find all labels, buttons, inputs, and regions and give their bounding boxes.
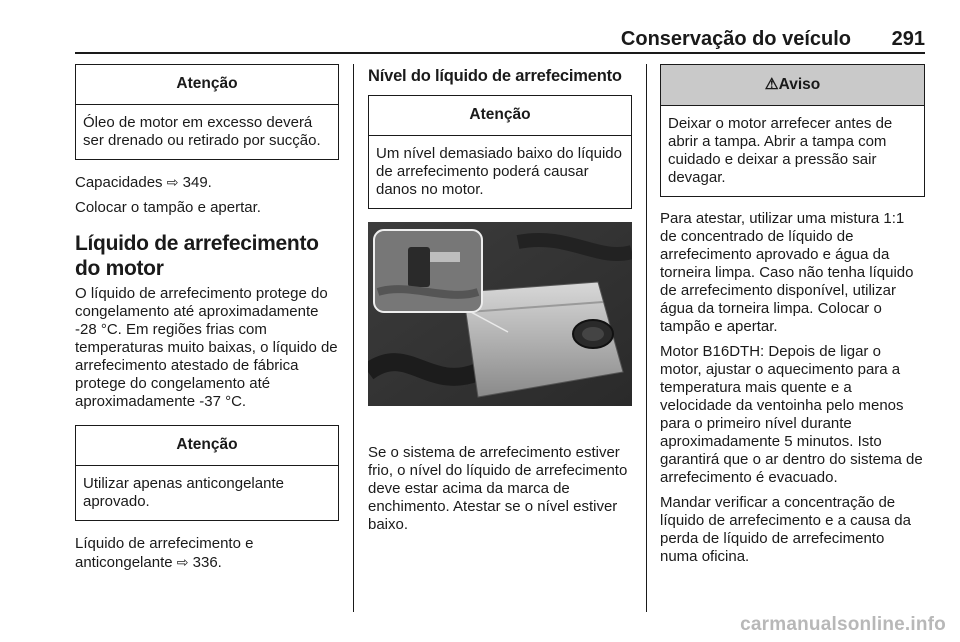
warning-box-title xyxy=(661,65,924,106)
attention-box-title: Atenção xyxy=(76,426,338,466)
close-cap-text: Colocar o tampão e apertar. xyxy=(75,199,261,216)
engine-photo-icon xyxy=(368,222,632,406)
coolant-intro-text: O líquido de arrefecimento protege do congelamento até aproximadamente -28 °C. Em regiões frias com temperaturas muito baixas, o líquido de arrefecimento atestado de fábrica protege do congelamento até aproximadamente -37 °C. xyxy=(75,285,338,410)
capacities-page: 349. xyxy=(178,174,212,191)
attention-box-text: Um nível demasiado baixo do líquido de arrefecimento poderá causar danos no motor. xyxy=(376,145,622,198)
attention-box-text: Óleo de motor em excesso deverá ser drenado ou retirado por sucção. xyxy=(83,114,321,149)
subtitle-coolant-level: Nível do líquido de arrefecimento xyxy=(368,67,622,85)
page-ref-icon: ⇨ xyxy=(166,174,179,190)
column-3 xyxy=(660,64,925,573)
warning-title-text: Aviso xyxy=(778,76,821,93)
attention-box-low-level xyxy=(368,95,632,209)
header-rule xyxy=(75,52,925,54)
workshop-check-text: Mandar verificar a concentração de líquido de arrefecimento e a causa da perda de líquido de arrefecimento numa oficina. xyxy=(660,494,911,565)
cold-system-text: Se o sistema de arrefecimento estiver frio, o nível do líquido de arrefecimento deve estar acima da marca de enchimento. Atestar se o nível estiver baixo. xyxy=(368,444,628,533)
watermark: carmanualsonline.info xyxy=(740,614,946,635)
header-title: Conservação do veículo xyxy=(620,28,851,50)
attention-box-oil xyxy=(75,64,339,160)
column-divider-2 xyxy=(646,64,647,612)
page-header xyxy=(75,28,925,50)
attention-box-title: Atenção xyxy=(76,65,338,105)
warning-box-text: Deixar o motor arrefecer antes de abrir a tampa. Abrir a tampa com cuidado e deixar a pressão sair devagar. xyxy=(668,115,893,186)
b16dth-text: Motor B16DTH: Depois de ligar o motor, ajustar o aquecimento para a temperatura mais quente e a velocidade da ventoinha pelo menos para o primeiro nível durante aproximadamente 5 minutos. Isto garantirá que o ar dentro do sistema de arrefecimento é evacuado. xyxy=(660,343,923,486)
warning-box xyxy=(660,64,925,197)
column-2 xyxy=(368,64,632,541)
refill-text: Para atestar, utilizar uma mistura 1:1 de concentrado de líquido de arrefecimento aprovado e água da torneira limpa. Caso não tenha líquido de arrefecimento disponível, utilizar água da torneira limpa. Colocar o tampão e apertar. xyxy=(660,210,914,335)
page-ref-icon: ⇨ xyxy=(176,554,189,570)
coolant-antifreeze-ref[interactable] xyxy=(75,535,339,572)
capacities-ref[interactable] xyxy=(75,173,339,192)
attention-box-text: Utilizar apenas anticongelante aprovado. xyxy=(83,475,284,510)
coolant-ref-label: Líquido de arrefecimento e anticongelante xyxy=(75,535,254,571)
column-divider-1 xyxy=(353,64,354,612)
attention-box-title: Atenção xyxy=(369,96,631,136)
attention-box-antifreeze xyxy=(75,425,339,521)
page-number: 291 xyxy=(891,28,925,50)
capacities-label: Capacidades xyxy=(75,174,167,191)
section-title-coolant: Líquido de arrefecimento do motor xyxy=(75,232,319,280)
warning-triangle-icon: ⚠ xyxy=(764,76,779,93)
coolant-ref-page: 336. xyxy=(188,554,222,571)
engine-coolant-reservoir-photo xyxy=(368,222,632,406)
column-1 xyxy=(75,64,339,579)
